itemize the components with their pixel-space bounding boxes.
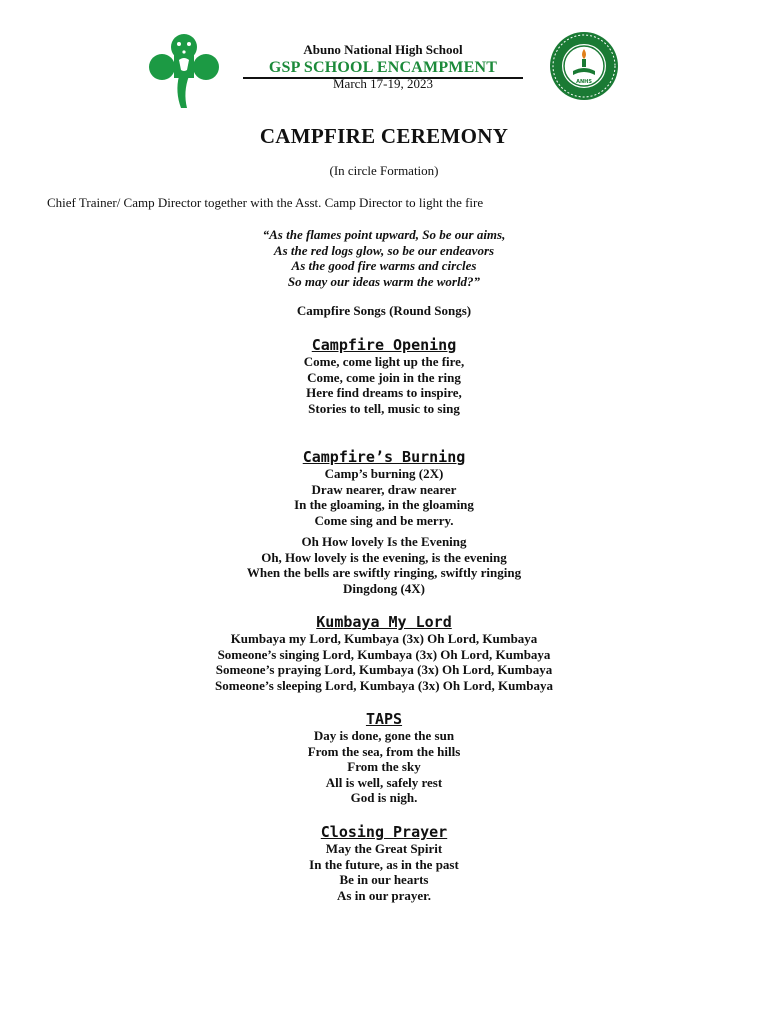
section-kumbaya [0, 613, 768, 693]
section-title: TAPS [365, 710, 403, 728]
lyric-line: Draw nearer, draw nearer [311, 481, 457, 497]
quote-line: As the good fire warms and circles [291, 258, 477, 273]
lyric-line: Oh, How lovely is the evening, is the evening [261, 549, 507, 565]
trefoil-logo-icon [143, 30, 225, 110]
quote-line: So may our ideas warm the world?” [287, 273, 481, 289]
section-title: Campfire Opening [311, 336, 457, 354]
lyric-line: Come, come join in the ring [307, 369, 461, 385]
lyric-line: Someone’s singing Lord, Kumbaya (3x) Oh Lord, Kumbaya [217, 646, 551, 662]
lyric-line: Camp’s burning (2X) [324, 466, 444, 481]
lyric-line: Dingdong (4X) [343, 580, 425, 596]
lyric-line: From the sky [347, 759, 421, 775]
lyric-line: Stories to tell, music to sing [308, 400, 460, 416]
quote-line: As the red logs glow, so be our endeavors [273, 242, 495, 258]
lyric-line: From the sea, from the hills [307, 743, 461, 759]
formation-note: (In circle Formation) [329, 163, 439, 178]
lyric-line: May the Great Spirit [325, 841, 443, 856]
section-oh-how-lovely [0, 534, 768, 596]
event-date: March 17-19, 2023 [332, 76, 433, 91]
lyric-line: In the future, as in the past [309, 856, 459, 872]
lyric-line: God is nigh. [350, 790, 418, 806]
lyric-line: Someone’s sleeping Lord, Kumbaya (3x) Oh Lord, Kumbaya [215, 677, 553, 693]
section-closing-prayer [0, 823, 768, 903]
lyric-line: As in our prayer. [337, 887, 431, 903]
seal-text: ANHS [576, 79, 592, 85]
section-taps [0, 710, 768, 806]
document-header [240, 42, 526, 91]
section-campfire-opening [0, 336, 768, 416]
school-name: Abuno National High School [303, 42, 463, 57]
lyric-line: Come sing and be merry. [314, 512, 454, 528]
section-title: Campfire’s Burning [302, 448, 466, 466]
lyric-line: Someone’s praying Lord, Kumbaya (3x) Oh Lord, Kumbaya [215, 662, 553, 678]
section-title: Closing Prayer [320, 823, 448, 841]
lyric-line: Oh How lovely Is the Evening [301, 534, 467, 549]
director-instruction: Chief Trainer/ Camp Director together with the Asst. Camp Director to light the fire [47, 195, 484, 210]
page-title: CAMPFIRE CEREMONY [259, 124, 509, 148]
fire-lighting-quote [0, 227, 768, 289]
quote-line: “As the flames point upward, So be our aims, [262, 227, 506, 242]
school-seal-icon [547, 31, 621, 101]
section-title: Kumbaya My Lord [316, 613, 452, 631]
lyric-line: When the bells are swiftly ringing, swiftly ringing [246, 565, 522, 581]
lyric-line: Kumbaya my Lord, Kumbaya (3x) Oh Lord, Kumbaya [230, 631, 538, 646]
lyric-line: All is well, safely rest [325, 774, 443, 790]
lyric-line: In the gloaming, in the gloaming [294, 497, 474, 513]
lyric-line: Here find dreams to inspire, [306, 385, 462, 401]
lyric-line: Day is done, gone the sun [313, 728, 455, 743]
songs-heading: Campfire Songs (Round Songs) [296, 303, 472, 318]
lyric-line: Come, come light up the fire, [303, 354, 465, 369]
event-title: GSP SCHOOL ENCAMPMENT [268, 59, 498, 76]
lyric-line: Be in our hearts [339, 872, 429, 888]
section-campfires-burning [0, 448, 768, 528]
